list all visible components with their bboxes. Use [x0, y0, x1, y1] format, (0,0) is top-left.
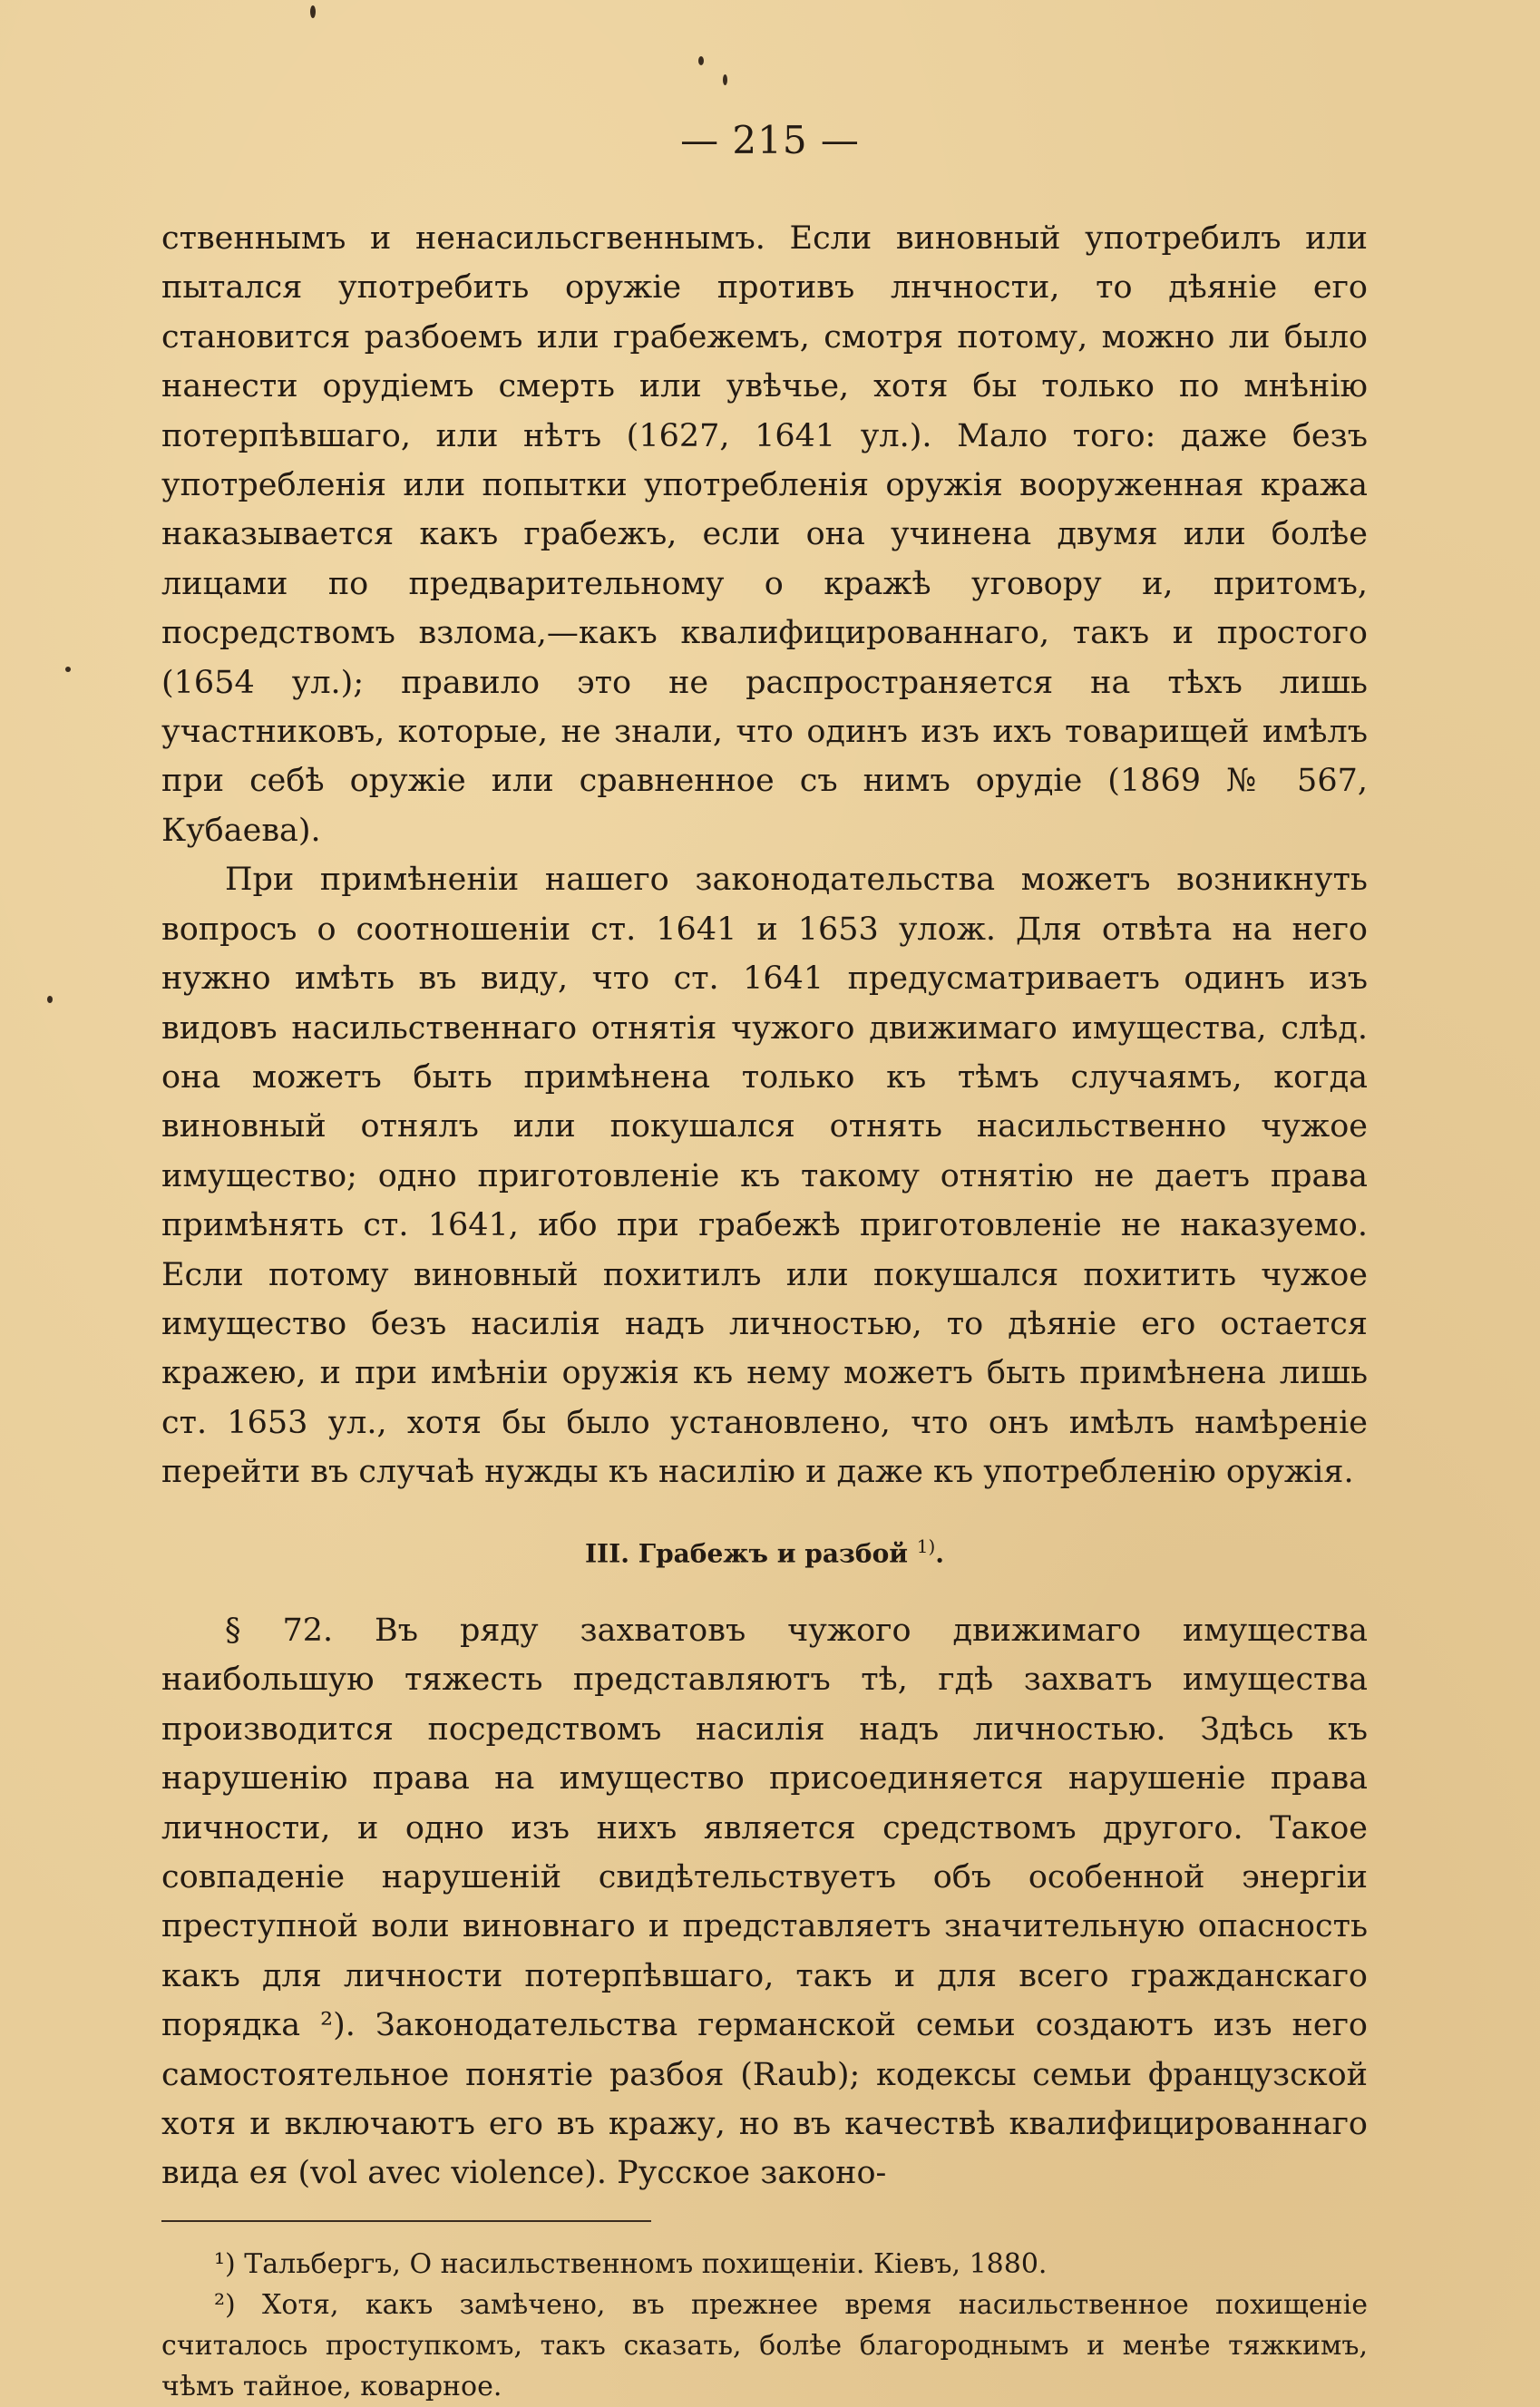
section-heading-title: III. Грабежъ и разбой: [584, 1537, 909, 1568]
page-number: — 215 —: [680, 118, 860, 162]
footnote: ²) Хотя, какъ замѣчено, въ прежнее время насильственное похищеніе считалось проступкомъ, такъ сказать, болѣе благороднымъ и менѣе тяжкимъ, чѣмъ тайное, коварное.: [161, 2288, 1368, 2402]
ink-speck: [698, 56, 704, 65]
section-paragraph: § 72. Въ ряду захватовъ чужого движимаго имущества наибольшую тяжесть представляютъ тѣ, гдѣ захватъ имущества производится посредствомъ насилія надъ личностью. Здѣсь къ нарушенію права на имущество присоединяется нарушеніе права личности, и одно изъ нихъ является средствомъ другого. Такое совпаденіе нарушеній свидѣтельствуетъ объ особенной энергіи преступной воли виновнаго и представляетъ значительную опасность какъ для личности потерпѣвшаго, такъ и для всего гражданскаго порядка ²). Законодательства германской семьи создаютъ изъ него самостоятельное понятіе разбоя (Raub); кодексы семьи французской хотя и включаютъ его въ кражу, но въ качествѣ квалифицированнаго вида ея (vol avec violence). Русское законо-: [161, 1612, 1368, 2192]
ink-speck: [723, 74, 727, 85]
footnote: ¹) Тальбергъ, О насильственномъ похищеніи. Кіевъ, 1880.: [214, 2247, 1048, 2280]
footnote-reference: 1): [916, 1535, 936, 1557]
section-heading: III. Грабежъ и разбой $^{1)}$.: [584, 1535, 945, 1568]
ink-speck: [310, 5, 316, 18]
body-paragraph: ственнымъ и ненасильсгвеннымъ. Если виновный употребилъ или пытался употребить оружіе противъ лнчности, то дѣяніе его становится разбоемъ или грабежемъ, смотря потому, можно ли было нанести орудіемъ смерть или увѣчье, хотя бы только по мнѣнію потерпѣвшаго, или нѣтъ (1627, 1641 ул.). Мало того: даже безъ употребленія или попытки употребленія оружія вооруженная кража наказывается какъ грабежъ, если она учинена двумя или болѣе лицами по предварительному о кражѣ уговору и, притомъ, посредствомъ взлома,—какъ квалифицированнаго, такъ и простого (1654 ул.); правило это не распространяется на тѣхъ лишь участниковъ, которые, не знали, что одинъ изъ ихъ товарищей имѣлъ при себѣ оружіе или сравненное съ нимъ орудіе (1869 № 567, Кубаева).: [161, 220, 1368, 849]
ink-speck: [65, 667, 71, 672]
footnote-divider: [161, 2220, 651, 2222]
ink-speck: [47, 996, 53, 1003]
body-paragraph: При примѣненіи нашего законодательства можетъ возникнуть вопросъ о соотношеніи ст. 1641 и 1653 улож. Для отвѣта на него нужно имѣть въ виду, что ст. 1641 предусматриваетъ одинъ изъ видовъ насильственнаго отнятія чужого движимаго имущества, слѣд. она можетъ быть примѣнена только къ тѣмъ случаямъ, когда виновный отнялъ или покушался отнять насильственно чужое имущество; одно приготовленіе къ такому отнятію не даетъ права примѣнять ст. 1641, ибо при грабежѣ приготовленіе не наказуемо. Если потому виновный похитилъ или покушался похитить чужое имущество безъ насилія надъ личностью, то дѣяніе его остается кражею, и при имѣніи оружія къ нему можетъ быть примѣнена лишь ст. 1653 ул., хотя бы было установлено, что онъ имѣлъ намѣреніе перейти въ случаѣ нужды къ насилію и даже къ употребленію оружія.: [161, 862, 1368, 1491]
page-body: [161, 214, 1368, 2407]
